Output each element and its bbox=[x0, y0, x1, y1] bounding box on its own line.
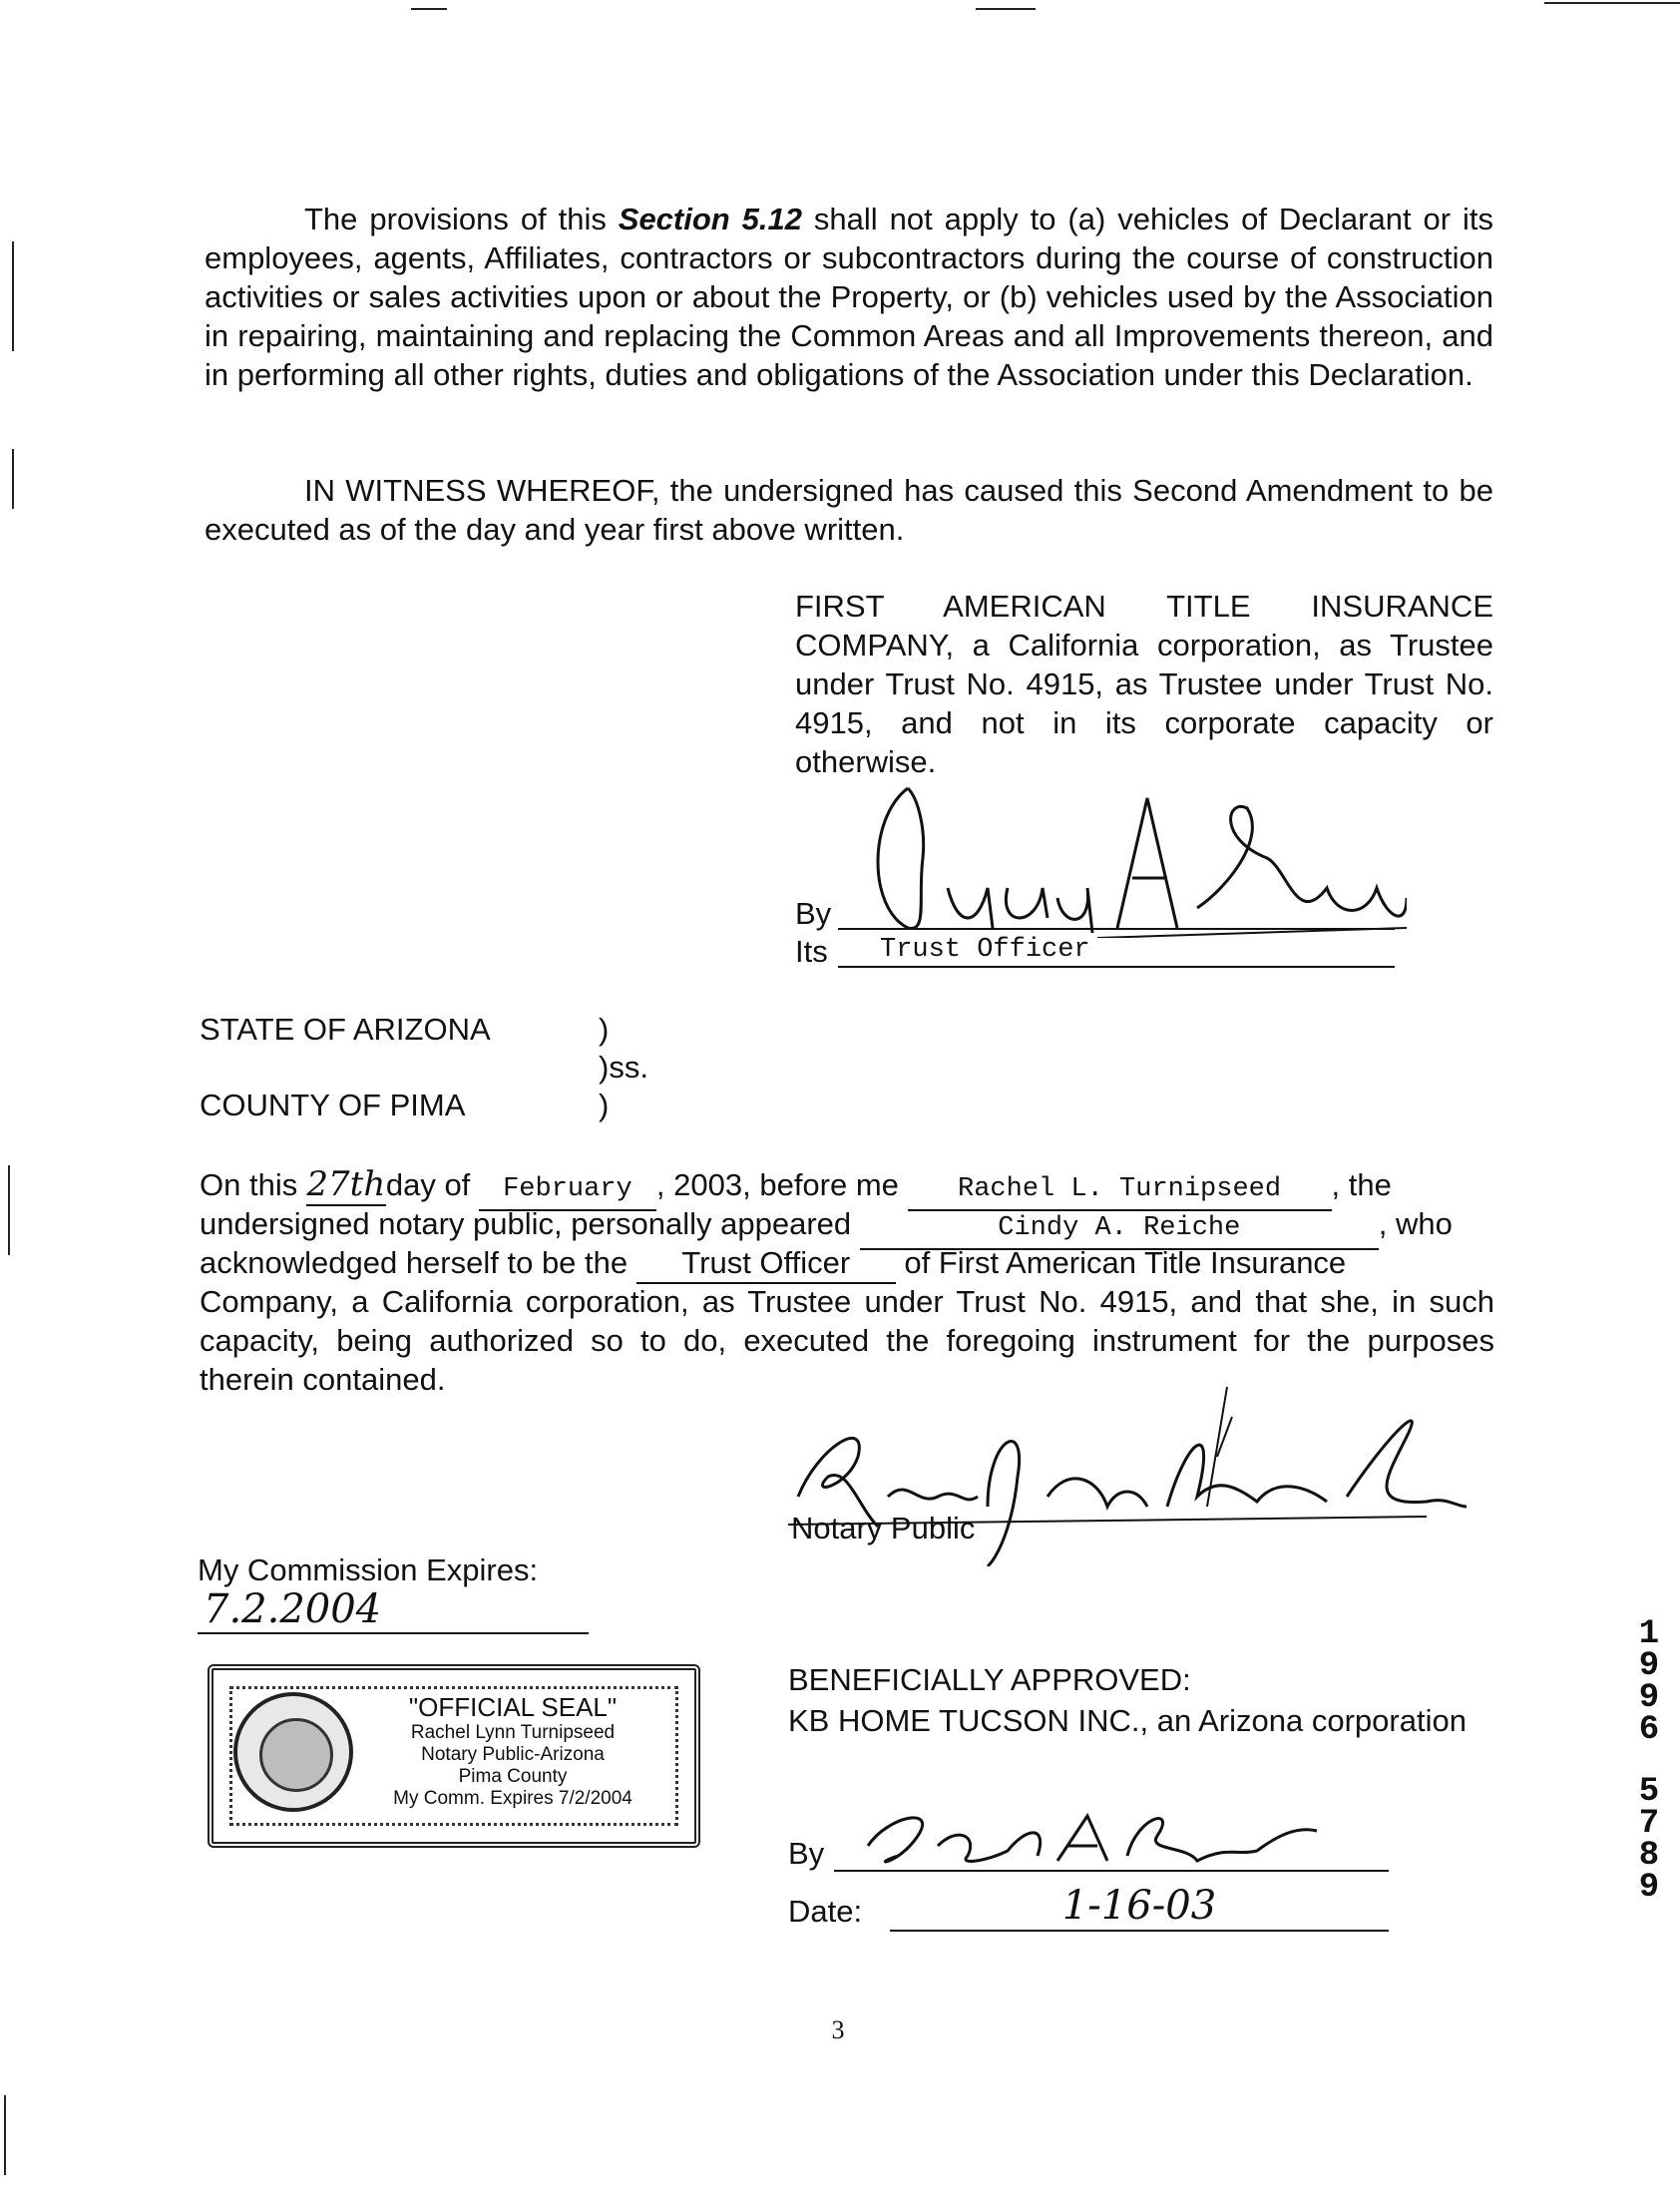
its-label: Its bbox=[795, 934, 828, 969]
approval-heading: BENEFICIALLY APPROVED: bbox=[788, 1662, 1191, 1697]
page-number: 3 bbox=[831, 2015, 845, 2044]
margin-digit: 5 bbox=[1638, 1773, 1660, 1811]
witness-paragraph bbox=[205, 471, 1493, 549]
day-of-text: day of bbox=[385, 1167, 471, 1202]
approval-date-value: 1-16-03 bbox=[890, 1882, 1389, 1932]
month-value: February bbox=[479, 1170, 656, 1211]
trustee-signature-image bbox=[848, 778, 1407, 938]
margin-digit: 1 bbox=[1638, 1615, 1660, 1653]
notary-line-3 bbox=[200, 1243, 1494, 1284]
venue-paren-1: ) bbox=[599, 1012, 610, 1047]
venue-ss: )ss. bbox=[599, 1050, 648, 1085]
margin-digit: 6 bbox=[1638, 1711, 1660, 1749]
the-text: , the bbox=[1331, 1167, 1392, 1202]
scan-artifact bbox=[8, 1165, 10, 1255]
section-reference: Section 5.12 bbox=[618, 202, 802, 236]
seal-title: "OFFICIAL SEAL" bbox=[408, 1692, 618, 1722]
day-value: 27th bbox=[306, 1164, 386, 1204]
commission-label: My Commission Expires: bbox=[198, 1552, 539, 1587]
who-text: , who bbox=[1378, 1206, 1453, 1241]
para-text-rest: shall not apply to (a) vehicles of Declarant or its employees, agents, Affiliates, contractors or subcontractors during the course of construction activities or sales activities upon or about the Property, or (b) vehicles used by the Association in repairing, maintaining and replacing the Common Areas and all Improvements thereon, and in performing all other rights, duties and obligations of the Association under this Declaration. bbox=[205, 202, 1493, 392]
margin-digit: 9 bbox=[1638, 1869, 1660, 1907]
approval-by-label: By bbox=[788, 1836, 825, 1871]
notary-public-label: Notary Public bbox=[791, 1511, 976, 1545]
approval-signature-image bbox=[858, 1806, 1337, 1876]
para-text-start: The provisions of this bbox=[304, 202, 619, 236]
state-seal-icon bbox=[233, 1692, 353, 1812]
provisions-paragraph bbox=[205, 200, 1493, 394]
scan-artifact bbox=[1544, 2, 1680, 4]
scan-artifact bbox=[4, 2095, 6, 2175]
trustee-block: FIRST AMERICAN TITLE INSURANCE COMPANY, a California corporation, as Trustee under Trust No. 4915, as Trustee under Trust No. 4915, and not in its corporate capacity or otherwise. bbox=[795, 589, 1493, 779]
appeared-text: undersigned notary public, personally appeared bbox=[200, 1206, 852, 1241]
approval-company: KB HOME TUCSON INC., an Arizona corporation bbox=[788, 1703, 1467, 1738]
venue-paren-2: ) bbox=[599, 1088, 610, 1122]
officer-title-value: Trust Officer bbox=[636, 1243, 896, 1284]
its-value: Trust Officer bbox=[838, 934, 1395, 968]
scan-artifact bbox=[12, 241, 14, 351]
notary-rest: Company, a California corporation, as Trustee under Trust No. 4915, and that she, in such capacity, being authorized so to do, executed the foregoing instrument for the purposes therein contained. bbox=[200, 1284, 1494, 1397]
by-label: By bbox=[795, 896, 832, 931]
seal-text-block bbox=[363, 1692, 662, 1810]
scan-artifact bbox=[976, 8, 1036, 10]
seal-line-3: Pima County bbox=[458, 1766, 568, 1787]
margin-digit: 9 bbox=[1638, 1679, 1660, 1717]
scan-artifact bbox=[12, 449, 14, 509]
seal-name: Rachel Lynn Turnipseed bbox=[410, 1722, 616, 1743]
seal-line-2: Notary Public-Arizona bbox=[421, 1744, 605, 1765]
county-label: COUNTY OF PIMA bbox=[200, 1088, 466, 1122]
first-american-text: of First American Title Insurance bbox=[904, 1245, 1347, 1280]
scan-artifact bbox=[411, 8, 447, 10]
official-seal-stamp bbox=[208, 1664, 700, 1848]
margin-digit: 7 bbox=[1638, 1805, 1660, 1843]
commission-value: 7.2.2004 bbox=[198, 1586, 589, 1634]
approval-date-label: Date: bbox=[788, 1894, 863, 1929]
witness-text: IN WITNESS WHEREOF, the undersigned has caused this Second Amendment to be executed as of the day and year first above written. bbox=[205, 473, 1493, 547]
acknowledged-text: acknowledged herself to be the bbox=[200, 1245, 629, 1280]
before-me-value: Rachel L. Turnipseed bbox=[908, 1170, 1332, 1211]
on-this-text: On this bbox=[200, 1167, 298, 1202]
margin-digit: 8 bbox=[1638, 1837, 1660, 1875]
seal-line-4: My Comm. Expires 7/2/2004 bbox=[393, 1788, 632, 1809]
margin-digit: 9 bbox=[1638, 1647, 1660, 1685]
year-text: , 2003, before me bbox=[655, 1167, 899, 1202]
appeared-value: Cindy A. Reiche bbox=[860, 1209, 1379, 1250]
state-label: STATE OF ARIZONA bbox=[200, 1012, 491, 1047]
